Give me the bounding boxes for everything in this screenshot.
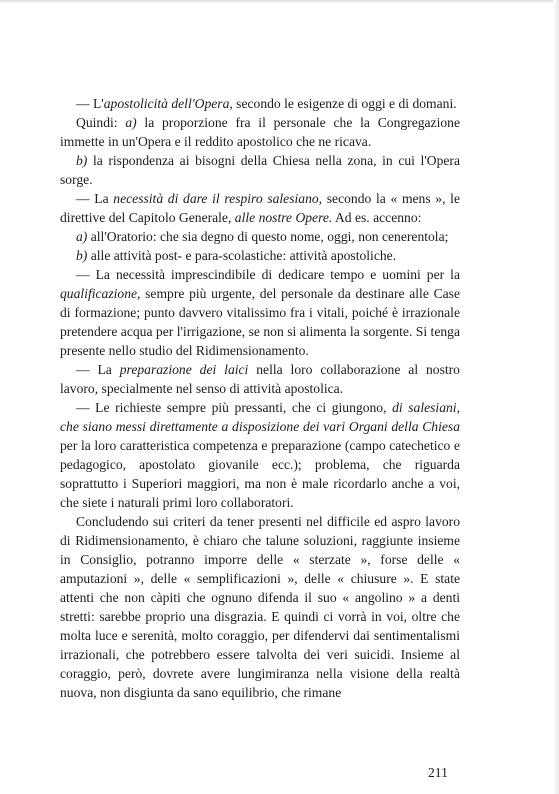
- paragraph: [60, 151, 460, 189]
- text-run: Concludendo sui criteri da tener presenti nel difficile ed aspro lavoro di Ridimensionamento, è chiaro che talune soluzioni, raggiunte insieme in Consiglio, potranno imporre delle « sterzate », forse delle « amputazioni », delle « semplificazioni », delle « chiusure ». E state attenti che non càpiti che ognuno difenda il suo « angolino » a denti stretti: sarebbe proprio una disgrazia. E quindi ci vorrà in voi, oltre che molta luce e serenità, molto coraggio, per difendervi dai sentimentalismi irrazionali, che potrebbero essere talvolta dei veri suicidi. Insieme al coraggio, però, dovrete avere lungimiranza nella visione della realtà nuova, non disgiunta da sano equilibrio, che rimane: [60, 514, 460, 700]
- paragraph: [60, 265, 460, 360]
- paragraph: [60, 94, 460, 113]
- scan-right-edge: [553, 0, 559, 794]
- text-run: — La: [76, 191, 114, 206]
- text-run: all'Oratorio: che sia degno di questo nome, oggi, non cenerentola;: [87, 229, 449, 244]
- italic-text: di salesiani, che siano messi direttamente a disposizione dei vari Organi della Chiesa: [60, 400, 460, 434]
- text-run: per la loro caratteristica competenza e preparazione (campo catechetico e pedagogico, apostolato giovanile ecc.); problema, che riguarda soprattutto i Superiori maggiori, ma non è male ricordarlo anche a voi, che siete i naturali primi loro collaboratori.: [60, 438, 460, 510]
- paragraph: [60, 512, 460, 702]
- italic-text: preparazione dei laici: [119, 362, 249, 377]
- text-run: la proporzione fra il personale che la Congregazione immette in un'Opera e il reddito apostolico che ne ricava.: [60, 115, 460, 149]
- text-run: alle attività post- e para-scolastiche: attività apostoliche.: [87, 248, 397, 263]
- text-run: Ad es. accenno:: [332, 210, 422, 225]
- paragraph: [60, 360, 460, 398]
- text-run: Quindi:: [76, 115, 126, 130]
- paragraph: [60, 246, 460, 265]
- paragraph: [60, 113, 460, 151]
- italic-text: alle nostre Opere.: [234, 210, 333, 225]
- text-run: la rispondenza ai bisogni della Chiesa nella zona, in cui l'Opera sorge.: [60, 153, 460, 187]
- text-run: sempre più urgente, del personale da destinare alle Case di formazione; punto davvero vitalissimo fra i vitali, poiché è irrazionale pretendere acqua per l'irrigazione, se non si alimenta la sorgente. Si tenga presente nello studio del Ridimensionamento.: [60, 286, 460, 358]
- paragraph: [60, 398, 460, 512]
- text-run: — Le richieste sempre più pressanti, che ci giungono,: [76, 400, 393, 415]
- italic-text: necessità di dare il respiro salesiano,: [113, 191, 323, 206]
- paragraph: [60, 227, 460, 246]
- paragraph: [60, 189, 460, 227]
- italic-text: a): [125, 115, 137, 130]
- text-run: — La necessità imprescindibile di dedicare tempo e uomini per la: [76, 267, 460, 282]
- text-run: — L': [76, 96, 104, 111]
- text-run: secondo le esigenze di oggi e di domani.: [232, 96, 457, 111]
- italic-text: apostolicità dell'Opera,: [103, 96, 233, 111]
- scan-top-edge: [0, 0, 559, 3]
- italic-text: qualificazione,: [60, 286, 141, 301]
- page-number: 211: [428, 765, 448, 780]
- italic-text: b): [76, 153, 88, 168]
- text-run: secondo la « mens », le direttive del Capitolo Generale,: [60, 191, 460, 225]
- italic-text: b): [76, 248, 88, 263]
- text-run: nella loro collaborazione al nostro lavoro, specialmente nel senso di attività apostolica.: [60, 362, 460, 396]
- body-text: [60, 94, 460, 702]
- text-run: — La: [76, 362, 120, 377]
- italic-text: a): [76, 229, 88, 244]
